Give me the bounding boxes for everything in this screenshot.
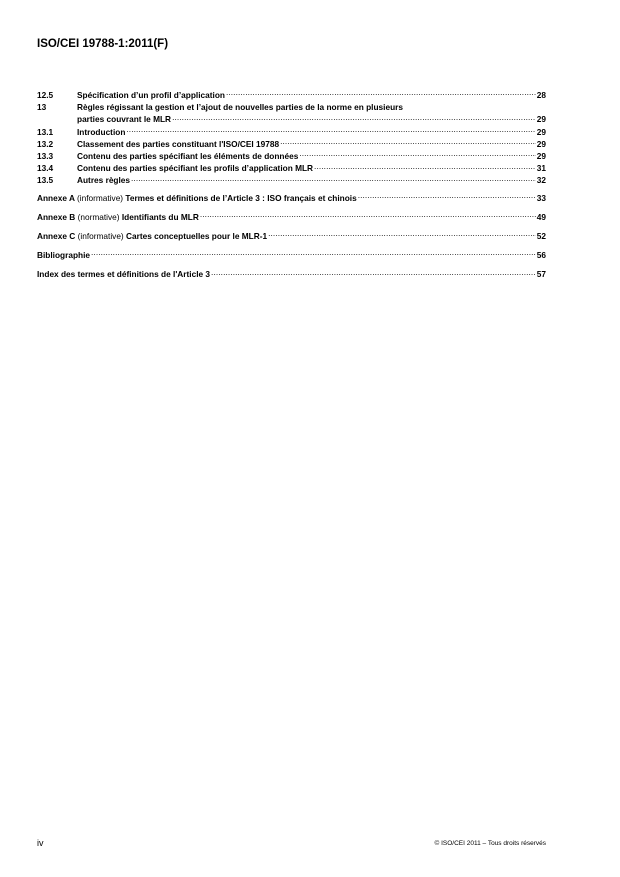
toc-page: 29: [536, 150, 546, 161]
toc-page: 49: [536, 211, 546, 222]
toc-leader: [225, 88, 536, 98]
page-number: iv: [37, 838, 44, 848]
table-of-contents: [37, 88, 546, 280]
annex-title: Identifiants du MLR: [121, 211, 199, 222]
annex-label: Annexe C: [37, 230, 76, 241]
toc-page: 29: [536, 138, 546, 149]
toc-title-line2: parties couvrant le MLR: [77, 114, 172, 125]
toc-leader: [298, 149, 535, 159]
toc-entry-13-2[interactable]: [37, 137, 546, 149]
annex-kind: (normative): [77, 211, 120, 222]
toc-number: 13.3: [37, 150, 54, 161]
toc-leader: [210, 268, 536, 278]
toc-number: 12.5: [37, 89, 54, 100]
toc-page: 31: [536, 163, 546, 174]
toc-number: 13.4: [37, 163, 54, 174]
toc-title: Contenu des parties spécifiant les profils d’application MLR: [77, 163, 314, 174]
toc-leader: [90, 248, 536, 258]
toc-title: Contenu des parties spécifiant les éléments de données: [77, 150, 299, 161]
annex-label: Annexe B: [37, 211, 76, 222]
toc-number: 13.1: [37, 126, 54, 137]
toc-leader: [267, 229, 536, 239]
toc-bibliography[interactable]: [37, 248, 546, 260]
toc-title: Autres règles: [77, 175, 131, 186]
toc-number: 13.2: [37, 138, 54, 149]
toc-entry-13[interactable]: [37, 103, 546, 125]
toc-annex-c[interactable]: [37, 229, 546, 241]
toc-page: 32: [536, 175, 546, 186]
toc-number: 13: [37, 102, 47, 113]
toc-entry-12-5[interactable]: [37, 88, 546, 100]
toc-title-line1: Règles régissant la gestion et l’ajout de nouvelles parties de la norme en plusieurs: [77, 102, 403, 113]
toc-leader: [125, 125, 535, 135]
toc-page: 56: [536, 250, 546, 261]
toc-title: Bibliographie: [37, 250, 91, 261]
toc-leader: [130, 174, 536, 184]
toc-index[interactable]: [37, 268, 546, 280]
toc-page: 28: [536, 89, 546, 100]
toc-leader: [171, 113, 536, 123]
toc-page: 29: [536, 114, 546, 125]
toc-page: 52: [536, 230, 546, 241]
toc-leader: [199, 210, 536, 220]
toc-title: Classement des parties constituant l'ISO/CEI 19788: [77, 138, 280, 149]
annex-title: Termes et définitions de l’Article 3 : ISO français et chinois: [125, 192, 357, 203]
annex-title: Cartes conceptuelles pour le MLR-1: [126, 230, 268, 241]
toc-entry-13-4[interactable]: [37, 162, 546, 174]
toc-leader: [357, 191, 536, 201]
annex-label: Annexe A: [37, 192, 75, 203]
toc-title: Spécification d’un profil d’application: [77, 89, 225, 100]
toc-annex-a[interactable]: [37, 191, 546, 203]
toc-number: 13.5: [37, 175, 54, 186]
toc-title: Introduction: [77, 126, 126, 137]
toc-entry-13-3[interactable]: [37, 149, 546, 161]
annex-kind: (informative): [76, 192, 124, 203]
document-header: ISO/CEI 19788-1:2011(F): [37, 38, 169, 50]
toc-annex-b[interactable]: [37, 210, 546, 222]
toc-page: 33: [536, 192, 546, 203]
toc-title: Index des termes et définitions de l'Article 3: [37, 269, 211, 280]
toc-page: 57: [536, 269, 546, 280]
toc-leader: [313, 162, 536, 172]
copyright-notice: © ISO/CEI 2011 – Tous droits réservés: [434, 840, 546, 847]
toc-leader: [279, 137, 536, 147]
toc-page: 29: [536, 126, 546, 137]
toc-entry-13-5[interactable]: [37, 174, 546, 186]
annex-kind: (informative): [77, 230, 124, 241]
toc-entry-13-1[interactable]: [37, 125, 546, 137]
